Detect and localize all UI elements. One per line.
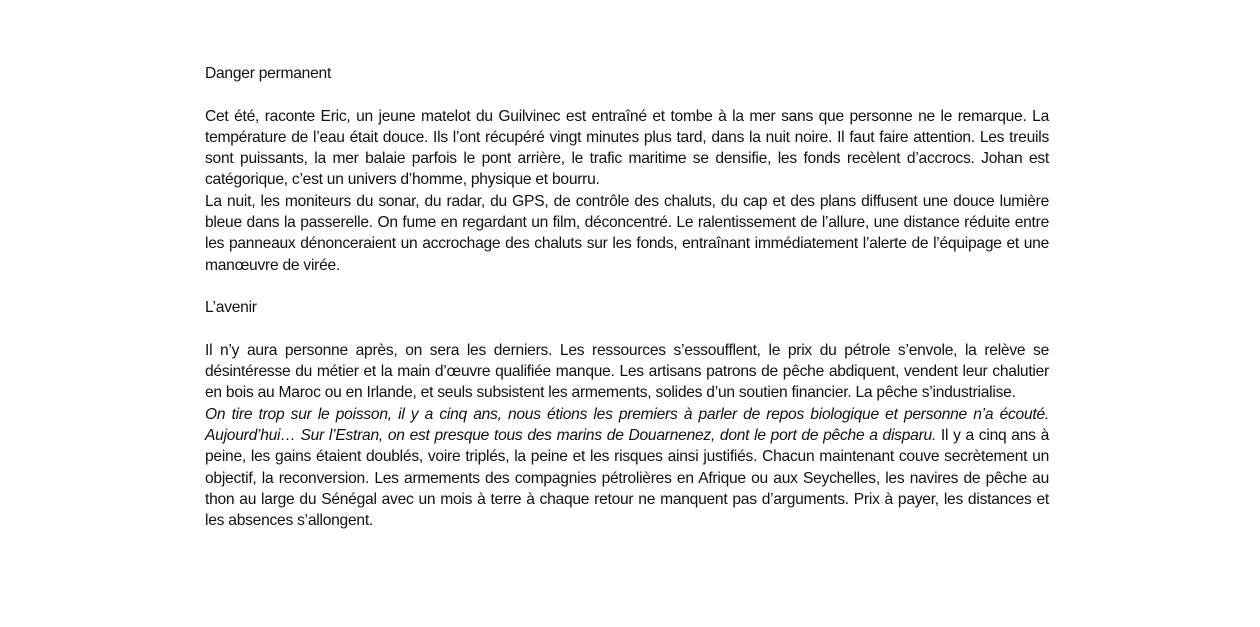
paragraph-avenir-2-text: Il y a cinq ans à peine, les gains étaient doublés, voire triplés, la peine et les risques ainsi justifiés. Chacun maintenant couve secrètement un objectif, la reconversion. Les armements des compagnies pétrolières en Afrique ou aux Seychelles, les navires de pêche au thon au large du Sénégal avec un mois à terre à chaque retour ne manquent pas d’arguments. Prix à payer, les distances et les absences s’allongent. — [205, 427, 1049, 530]
paragraph-danger-1: Cet été, raconte Eric, un jeune matelot du Guilvinec est entraîné et tombe à la mer sans que personne ne le remarque. La température de l’eau était douce. Ils l’ont récupéré vingt minutes plus tard, dans la nuit noire. Il faut faire attention. Les treuils sont puissants, la mer balaie parfois le pont arrière, le trafic maritime se densifie, les fonds recèlent d’accrocs. Johan est catégorique, c’est un univers d’homme, physique et bourru. — [205, 107, 1049, 189]
paragraph-avenir-2 — [205, 404, 1049, 532]
spacer — [205, 84, 1049, 105]
spacer — [205, 276, 1049, 297]
paragraph-avenir-1: Il n’y aura personne après, on sera les derniers. Les ressources s’essoufflent, le prix du pétrole s’envole, la relève se désintéresse du métier et la main d’œuvre qualifiée manque. Les artisans patrons de pêche abdiquent, vendent leur chalutier en bois au Maroc ou en Irlande, et seuls subsistent les armements, solides d’un soutien financier. La pêche s’industrialise. — [205, 341, 1049, 402]
section-heading-danger: Danger permanent — [205, 65, 332, 82]
document-page — [205, 63, 1049, 532]
italic-quote: On tire trop sur le poisson, il y a cinq ans, nous étions les premiers à parler de repos biologique et personne n’a écouté. Aujourd’hui… Sur l’Estran, on est presque tous des marins de Douarnenez, dont le port de pêche a disparu. — [205, 405, 1049, 445]
spacer — [205, 319, 1049, 340]
paragraph-danger-2: La nuit, les moniteurs du sonar, du radar, du GPS, de contrôle des chaluts, du cap et des plans diffusent une douce lumière bleue dans la passerelle. On fume en regardant un film, déconcentré. Le ralentissement de l’allure, une distance réduite entre les panneaux dénonceraient un accrochage des chaluts sur les fonds, entraînant immédiatement l’alerte de l’équipage et une manœuvre de virée. — [205, 192, 1049, 274]
section-heading-avenir: L’avenir — [205, 299, 257, 317]
